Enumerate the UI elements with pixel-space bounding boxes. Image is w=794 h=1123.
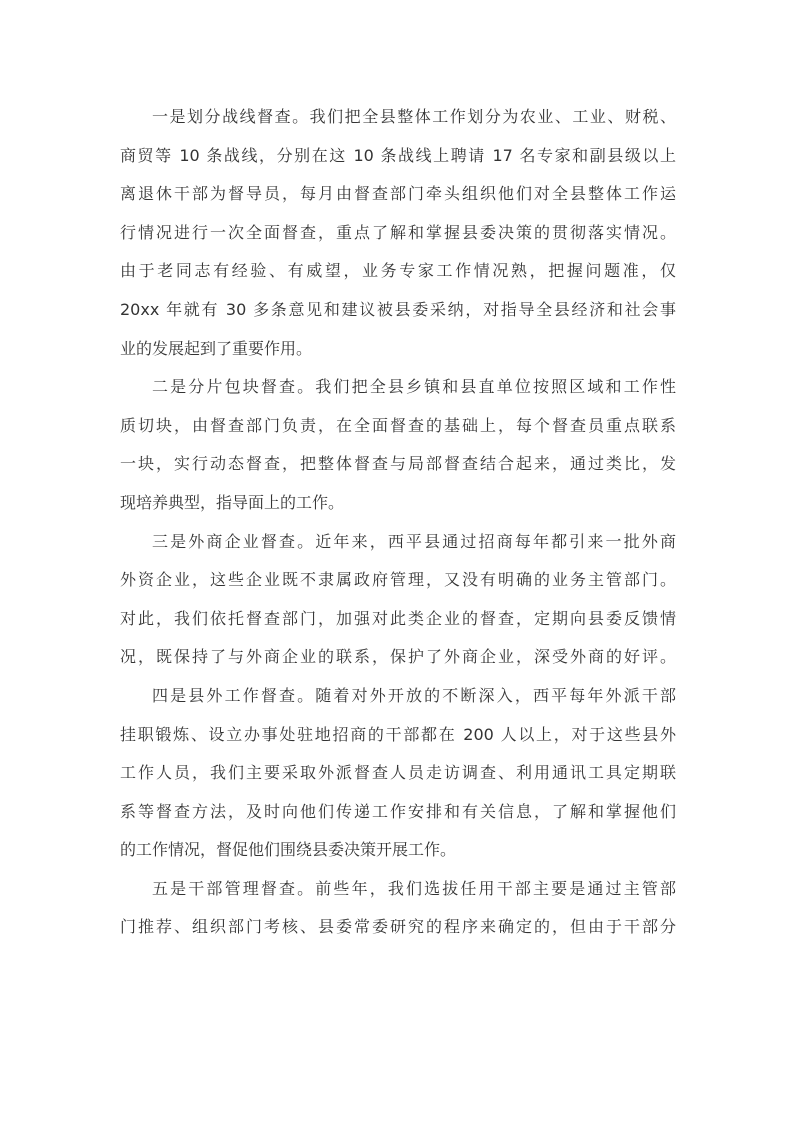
text-line: 由于老同志有经验、有威望，业务专家工作情况熟，把握问题准，仅 [120,261,676,281]
document-body [120,98,676,947]
text-line: 的工作情况，督促他们围绕县委决策开展工作。 [120,840,457,860]
text-line: 一块，实行动态督查，把整体督查与局部督查结合起来，通过类比，发 [120,454,676,474]
text-line: 况，既保持了与外商企业的联系，保护了外商企业，深受外商的好评。 [120,647,676,667]
text-line: 三是外商企业督查。近年来，西平县通过招商每年都引来一批外商 [152,531,676,551]
text-line: 门推荐、组织部门考核、县委常委研究的程序来确定的，但由于干部分 [120,917,676,937]
text-line: 一是划分战线督查。我们把全县整体工作划分为农业、工业、财税、 [152,107,676,126]
paragraph-division-by-region [120,368,676,522]
text-line: 五是干部管理督查。前些年，我们选拔任用干部主要是通过主管部 [152,878,676,898]
text-line: 行情况进行一次全面督查，重点了解和掌握县委决策的贯彻落实情况。 [120,222,676,242]
text-line: 工作人员，我们主要采取外派督查人员走访调查、利用通讯工具定期联 [120,763,676,783]
paragraph-foreign-enterprise [120,523,676,677]
paragraph-division-by-sector [120,98,676,368]
text-line: 系等督查方法，及时向他们传递工作安排和有关信息，了解和掌握他们 [120,801,676,821]
text-line: 现培养典型，指导面上的工作。 [120,492,345,512]
text-line: 质切块，由督查部门负责，在全面督查的基础上，每个督查员重点联系 [120,415,676,435]
text-line: 商贸等 10 条战线，分别在这 10 条战线上聘请 17 名专家和副县级以上 [120,145,676,165]
text-line: 离退休干部为督导员，每月由督查部门牵头组织他们对全县整体工作运 [120,184,676,204]
text-line: 外资企业，这些企业既不隶属政府管理，又没有明确的业务主管部门。 [120,570,676,590]
text-line: 四是县外工作督查。随着对外开放的不断深入，西平每年外派干部 [152,685,676,705]
text-line: 20xx 年就有 30 多条意见和建议被县委采纳，对指导全县经济和社会事 [120,299,676,319]
text-line: 对此，我们依托督查部门，加强对此类企业的督查，定期向县委反馈情 [120,608,676,628]
text-line: 二是分片包块督查。我们把全县乡镇和县直单位按照区域和工作性 [152,377,676,397]
paragraph-cadre-management [120,870,676,947]
text-line: 挂职锻炼、设立办事处驻地招商的干部都在 200 人以上，对于这些县外 [120,724,676,744]
text-line: 业的发展起到了重要作用。 [120,338,313,358]
paragraph-out-of-county-work [120,677,676,870]
